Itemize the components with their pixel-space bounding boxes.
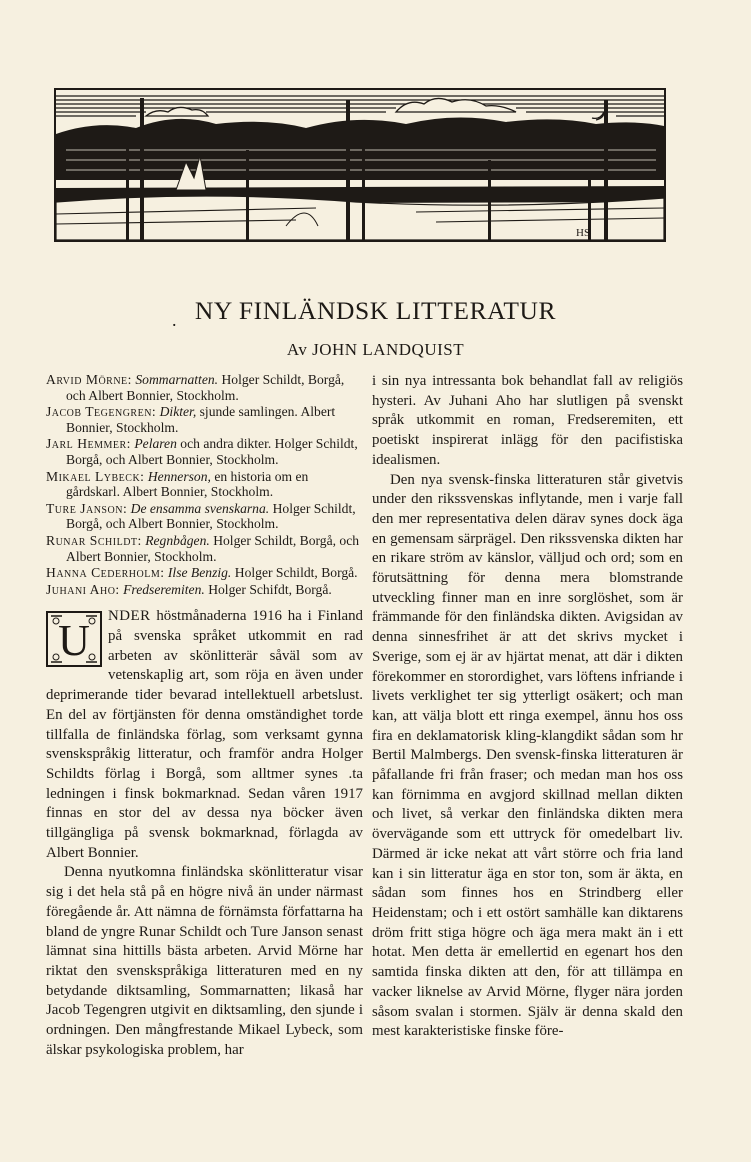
bibliography-entry: Ture Janson: De ensamma svenskarna. Holger Schildt, Borgå, och Albert Bonnier, Stockholm. xyxy=(46,500,356,532)
bibliography-entry: Jacob Tegengren: Dikter, sjunde samlingen. Albert Bonnier, Stockholm. xyxy=(46,404,336,435)
paragraph: Denna nyutkomna finländska skönlitteratur visar sig i det hela stå på en högre nivå än under närmast föregående år. Att nämna de förnämsta författarna ha bland de yngre Runar Schildt och Ture Janson senast lämnat sina hittills bästa arbeten. Arvid Mörne har riktat den svenskspråkiga litteraturen med en ny betydande diktsamling, Sommarnatten; likaså har Jacob Tegengren utgivit en diktsamling, den sjunde i ordningen. Den mångfrestande Mikael Lybeck, som älskar psykologiska problem, har xyxy=(46,864,363,1058)
paragraph: Den nya svensk-finska litteraturen står givetvis under den rikssvenskas inflytande, men i varje fall den mer representativa delen därav synes dock äga en gemensam särprägel. Den rikssvenska dikten har en rikare ström av känslor, välljud och ord; som en förutsättning för denna mera blomstrande utveckling finner man en inre sorglöshet, som är främmande för den finländska dikten. Avigsidan av denna sinnesfrihet är att det skrivs mycket i Sverige, som ej är av hjärtat menat, att där i dikten förekommer en storordighet, vars löftens infriande i livets verklighet ter sig ytterligt osäkert; och man kan, att välja blott ett ringa exempel, ännu hos oss fira en deklamatorisk kling-klangdikt sådan som hr Bertil Malmbergs. Den svensk-finska litteraturen är påfallande fri från fraser; och medan man hos oss kan förnimma en avgjord skillnad mellan dikten och livet, så verkar den finländska dikten mera övervägande som ett uttryck för omedelbart liv. Därmed är icke nekat att vårt större och fria land kan i sin litteratur äga en stor ton, som är äkta, en sådan som finnes hos en Strindberg eller Heidenstam; och i ett ostört samhälle kan diktarens dröm fritt stiga högre och äga mera makt än i ett hotat. Men detta är emellertid en egenart hos den samtida finska dikten att den, för att tillämpa en vacker liknelse av Arvid Mörne, flyger nära jorden såsom svalan i stormen. Själv är denna skald den mest karakteristiske finske före- xyxy=(372,471,683,1040)
bibliography-entry: Juhani Aho: Fredseremiten. Holger Schifdt, Borgå. xyxy=(46,581,332,597)
article-title: NY FINLÄNDSK LITTERATUR xyxy=(194,296,557,325)
left-column xyxy=(46,372,363,1060)
bibliography-entry: Jarl Hemmer: Pelaren och andra dikter. Holger Schildt, Borgå, och Albert Bonnier, Stockholm. xyxy=(46,436,358,467)
right-column xyxy=(372,372,683,1042)
paragraph-text: höstmånaderna 1916 ha i Finland på svenska språket utkommit en rad arbeten av skönlitterär såväl som av vetenskaplig art, som röja en även under deprimerande tider bevarad intellektuell arbetslust. En del av förtjänsten för denna omständighet torde tillfalla de finländska förlag, som verksamt gynna svenskspråkig litteratur, och framför andra Holger Schildts förlag i Borgå, som alltmer synes .ta ledningen i finsk bokmarknad. Sedan våren 1917 finnas en stor del av dessa nya böcker även tillgängliga på svensk bokmarknad, förlagda av Albert Bonnier. xyxy=(46,608,363,861)
initial-letter: U xyxy=(58,616,90,666)
bibliography-entry: Mikael Lybeck: Hennerson, en historia om en gårdskarl. Albert Bonnier, Stockholm. xyxy=(46,468,309,500)
title-dot: . xyxy=(172,310,177,330)
bibliography-list xyxy=(46,372,363,597)
bibliography-entry: Runar Schildt: Regnbågen. Holger Schildt, Borgå, och Albert Bonnier, Stockholm. xyxy=(46,532,360,564)
landscape-woodcut-icon xyxy=(56,90,664,240)
bibliography-entry: Arvid Mörne: Sommarnatten. Holger Schildt, Borgå, och Albert Bonnier, Stockholm. xyxy=(46,372,345,403)
article-byline: Av JOHN LANDQUIST xyxy=(286,340,465,359)
vignette-monogram: HS xyxy=(576,227,591,239)
paragraph: i sin nya intressanta bok behandlat fall av religiös hysteri. Av Juhani Aho har slutligen på svenskt språk utkommit en roman, Fredseremiten, ett poetiskt inspirerat inlägg för den pacifistiska idealismen. xyxy=(372,373,683,468)
first-word: NDER xyxy=(108,608,151,625)
bibliography-entry: Hanna Cederholm: Ilse Benzig. Holger Schildt, Borgå. xyxy=(46,565,358,581)
paragraph xyxy=(46,607,363,863)
header-vignette-illustration xyxy=(54,88,666,242)
decorated-initial xyxy=(46,611,102,667)
